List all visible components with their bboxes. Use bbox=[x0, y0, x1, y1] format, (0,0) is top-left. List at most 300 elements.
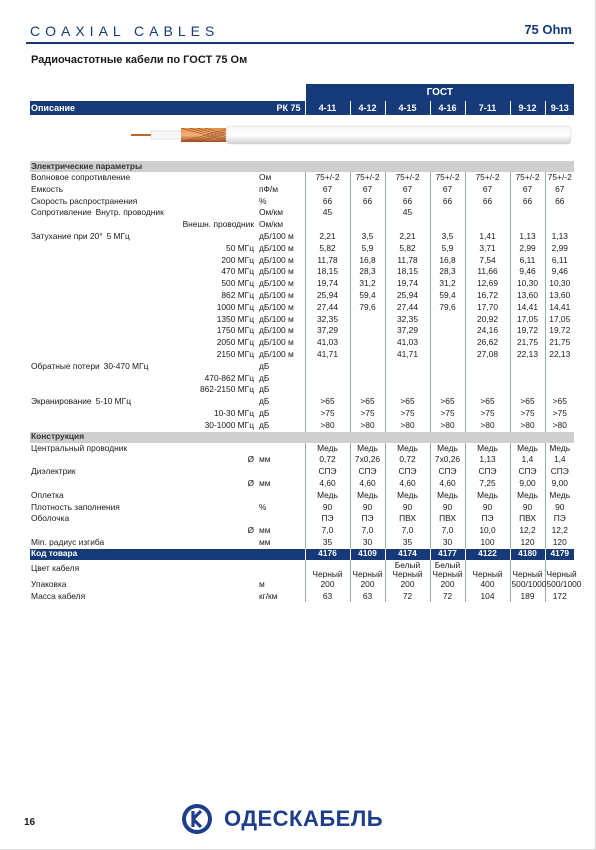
value-cell bbox=[545, 384, 574, 396]
row-sub: 50 МГц bbox=[226, 242, 254, 253]
value-cell: 2,99 bbox=[510, 243, 545, 255]
row-label-sub: 5 МГц bbox=[106, 231, 130, 242]
value-cell bbox=[510, 384, 545, 396]
value-cell bbox=[385, 373, 430, 385]
value-cell bbox=[430, 207, 465, 219]
value-cell: 14,41 bbox=[545, 302, 574, 314]
value-cell: Медь bbox=[305, 490, 350, 502]
row-spacer bbox=[180, 184, 258, 196]
value-cell: 27,08 bbox=[465, 349, 510, 361]
color-value: Черный bbox=[465, 560, 510, 579]
value-cell bbox=[350, 384, 385, 396]
value-cell bbox=[305, 219, 350, 231]
row-unit: % bbox=[259, 501, 267, 512]
row-unit: мм bbox=[259, 477, 271, 488]
row-spacer bbox=[30, 420, 180, 432]
kod-label: Код товара bbox=[30, 549, 305, 560]
kod-value: 4180 bbox=[510, 549, 545, 560]
value-cell: >65 bbox=[510, 396, 545, 408]
value-cell: 19,72 bbox=[545, 325, 574, 337]
spec-table bbox=[30, 84, 582, 602]
row-unit: дБ/100 м bbox=[259, 337, 294, 348]
row-unit: мм bbox=[259, 454, 271, 465]
value-cell: >80 bbox=[430, 420, 465, 432]
value-cell bbox=[350, 373, 385, 385]
value-cell: Медь bbox=[350, 490, 385, 502]
value-cell bbox=[350, 337, 385, 349]
value-cell: 35 bbox=[385, 537, 430, 549]
value-cell bbox=[510, 219, 545, 231]
value-cell: 18,15 bbox=[385, 266, 430, 278]
row-spacer bbox=[30, 373, 180, 385]
value-cell: 7,0 bbox=[385, 525, 430, 537]
row-unit: Ом bbox=[259, 172, 272, 183]
row-spacer bbox=[30, 478, 180, 490]
value-cell: 75+/-2 bbox=[385, 172, 430, 184]
row-sub: 1350 МГц bbox=[216, 313, 254, 324]
value-cell: 12,2 bbox=[545, 525, 574, 537]
section-fill bbox=[465, 161, 510, 172]
series-title: COAXIAL CABLES bbox=[30, 23, 220, 39]
value-cell: 10,30 bbox=[545, 278, 574, 290]
row-unit: дБ bbox=[259, 396, 270, 407]
section-fill bbox=[305, 161, 350, 172]
value-cell: 28,3 bbox=[350, 266, 385, 278]
value-cell: >80 bbox=[510, 420, 545, 432]
value-cell: 7,0 bbox=[430, 525, 465, 537]
row-sub: Ø bbox=[247, 525, 254, 536]
value-cell bbox=[545, 207, 574, 219]
value-cell: >75 bbox=[305, 408, 350, 420]
value-cell: 5,82 bbox=[385, 243, 430, 255]
row-unit: дБ/100 м bbox=[259, 290, 294, 301]
value-cell: 2,21 bbox=[385, 231, 430, 243]
value-cell bbox=[385, 361, 430, 373]
value-cell: Медь bbox=[545, 490, 574, 502]
value-cell: 16,8 bbox=[350, 255, 385, 267]
row-unit: дБ bbox=[259, 408, 270, 418]
page-number: 16 bbox=[24, 817, 36, 828]
section-fill bbox=[465, 432, 510, 443]
row-sub: 2050 МГц bbox=[216, 337, 254, 348]
value-cell: 7х0,26 bbox=[350, 454, 385, 466]
value-cell: >65 bbox=[545, 396, 574, 408]
value-cell: СПЭ bbox=[385, 466, 430, 478]
section-fill bbox=[510, 161, 545, 172]
kod-value: 4177 bbox=[430, 549, 465, 560]
impedance-title: 75 Ohm bbox=[524, 22, 572, 37]
value-cell bbox=[465, 373, 510, 385]
value-cell: >75 bbox=[385, 408, 430, 420]
row-label: Плотность заполнения bbox=[31, 501, 120, 512]
value-cell: ПВХ bbox=[430, 513, 465, 525]
value-cell: Медь bbox=[385, 490, 430, 502]
value-cell: 66 bbox=[465, 196, 510, 208]
row-spacer bbox=[180, 591, 258, 603]
value-cell: 1,41 bbox=[465, 231, 510, 243]
row-label-sub: Внутр. проводник bbox=[95, 207, 164, 218]
value-cell: СПЭ bbox=[430, 466, 465, 478]
gost-code: 4-12 bbox=[350, 101, 385, 115]
kod-value: 4109 bbox=[350, 549, 385, 560]
row-label bbox=[30, 396, 180, 408]
section-fill bbox=[385, 161, 430, 172]
row-label-main: Обратные потери bbox=[31, 360, 100, 371]
row-spacer bbox=[30, 384, 180, 396]
company-logo bbox=[180, 802, 430, 836]
value-cell: Медь bbox=[465, 443, 510, 455]
row-unit: дБ/100 м bbox=[259, 301, 294, 312]
row-spacer bbox=[30, 314, 180, 326]
gost-code: 4-16 bbox=[430, 101, 465, 115]
row-sub: 862-2150 МГц bbox=[199, 384, 254, 395]
value-cell: 4,60 bbox=[385, 478, 430, 490]
value-cell: 45 bbox=[305, 207, 350, 219]
value-cell: 21,75 bbox=[510, 337, 545, 349]
value-cell: 7,25 bbox=[465, 478, 510, 490]
value-cell: 10,0 bbox=[465, 525, 510, 537]
value-cell: 400 bbox=[465, 579, 510, 591]
value-cell: 3,5 bbox=[350, 231, 385, 243]
gost-code: 9-12 bbox=[510, 101, 545, 115]
value-cell: 200 bbox=[305, 579, 350, 591]
value-cell: 1,4 bbox=[510, 454, 545, 466]
value-cell: 67 bbox=[305, 184, 350, 196]
value-cell: СПЭ bbox=[545, 466, 574, 478]
value-cell: 14,41 bbox=[510, 302, 545, 314]
gost-code: 4-11 bbox=[305, 101, 350, 115]
row-spacer bbox=[180, 502, 258, 514]
value-cell: 30 bbox=[350, 537, 385, 549]
value-cell: 0,72 bbox=[305, 454, 350, 466]
value-cell: 25,94 bbox=[385, 290, 430, 302]
top-bar bbox=[26, 22, 574, 44]
value-cell: 72 bbox=[430, 591, 465, 603]
row-spacer bbox=[30, 454, 180, 466]
value-cell: 200 bbox=[430, 579, 465, 591]
gost-header: ГОСТ bbox=[305, 84, 574, 101]
row-label-main: Затухание при 20° bbox=[31, 231, 103, 242]
row-spacer bbox=[30, 278, 180, 290]
row-unit: дБ/100 м bbox=[259, 313, 294, 324]
row-unit: Ом/км bbox=[259, 219, 284, 230]
row-label: Волновое сопротивление bbox=[31, 172, 131, 183]
row-label: Диэлектрик bbox=[31, 466, 76, 477]
value-cell: >75 bbox=[510, 408, 545, 420]
row-label-main: Сопротивление bbox=[31, 207, 92, 218]
value-cell: 16,72 bbox=[465, 290, 510, 302]
value-cell bbox=[430, 325, 465, 337]
row-spacer bbox=[30, 408, 180, 420]
value-cell bbox=[430, 314, 465, 326]
value-cell: 7,0 bbox=[350, 525, 385, 537]
kod-value: 4122 bbox=[465, 549, 510, 560]
row-label-sub: 30-470 МГц bbox=[103, 360, 149, 371]
value-cell: 120 bbox=[510, 537, 545, 549]
value-cell: 31,2 bbox=[430, 278, 465, 290]
row-unit bbox=[258, 466, 305, 478]
color-value: Черный bbox=[545, 560, 574, 579]
color-label: Цвет кабеля bbox=[31, 563, 80, 574]
color-value: Белый Черный bbox=[385, 560, 430, 579]
value-cell: СПЭ bbox=[305, 466, 350, 478]
value-cell: 18,15 bbox=[305, 266, 350, 278]
value-cell: 17,05 bbox=[510, 314, 545, 326]
value-cell bbox=[430, 361, 465, 373]
row-spacer bbox=[180, 466, 258, 478]
value-cell: 27,44 bbox=[385, 302, 430, 314]
value-cell: >65 bbox=[385, 396, 430, 408]
section-fill bbox=[545, 432, 574, 443]
value-cell: 20,92 bbox=[465, 314, 510, 326]
kod-value: 4174 bbox=[385, 549, 430, 560]
kod-value: 4176 bbox=[305, 549, 350, 560]
value-cell: >75 bbox=[465, 408, 510, 420]
row-unit: дБ/100 м bbox=[259, 266, 294, 277]
row-unit: дБ/100 м bbox=[259, 278, 294, 289]
value-cell: >80 bbox=[305, 420, 350, 432]
value-cell: ПЭ bbox=[305, 513, 350, 525]
row-spacer bbox=[180, 196, 258, 208]
row-sub: 500 МГц bbox=[221, 278, 254, 289]
page-subtitle: Радиочастотные кабели по ГОСТ 75 Ом bbox=[31, 54, 248, 66]
row-spacer bbox=[180, 361, 258, 373]
row-spacer bbox=[30, 243, 180, 255]
value-cell: Медь bbox=[510, 443, 545, 455]
row-unit: дБ bbox=[259, 360, 270, 371]
value-cell: 67 bbox=[430, 184, 465, 196]
blank-cell bbox=[258, 84, 305, 101]
value-cell: 90 bbox=[385, 502, 430, 514]
value-cell: 66 bbox=[305, 196, 350, 208]
value-cell: >75 bbox=[430, 408, 465, 420]
value-cell bbox=[430, 337, 465, 349]
value-cell: 75+/-2 bbox=[510, 172, 545, 184]
value-cell: Медь bbox=[385, 443, 430, 455]
value-cell: >80 bbox=[465, 420, 510, 432]
value-cell: 5,9 bbox=[350, 243, 385, 255]
value-cell: 500/1000 bbox=[511, 578, 547, 589]
value-cell: 12,2 bbox=[510, 525, 545, 537]
value-cell: 17,05 bbox=[545, 314, 574, 326]
value-cell: 45 bbox=[385, 207, 430, 219]
section-fill bbox=[350, 432, 385, 443]
value-cell: ПЭ bbox=[350, 513, 385, 525]
gost-code: 7-11 bbox=[465, 101, 510, 115]
value-cell: ПЭ bbox=[465, 513, 510, 525]
value-cell: 41,71 bbox=[385, 349, 430, 361]
row-sub: 470-862 МГц bbox=[204, 372, 254, 383]
value-cell bbox=[305, 384, 350, 396]
row-label bbox=[30, 231, 180, 243]
row-label: Скорость распространения bbox=[31, 195, 138, 206]
value-cell: 5,9 bbox=[430, 243, 465, 255]
value-cell: >80 bbox=[350, 420, 385, 432]
desc-header: Описание bbox=[30, 101, 180, 115]
row-label: Центральный проводник bbox=[31, 442, 128, 453]
row-unit: дБ bbox=[259, 372, 270, 383]
value-cell bbox=[430, 373, 465, 385]
value-cell bbox=[350, 349, 385, 361]
value-cell: 19,74 bbox=[385, 278, 430, 290]
value-cell: 90 bbox=[465, 502, 510, 514]
color-value: Черный bbox=[510, 560, 545, 579]
value-cell: Медь bbox=[305, 443, 350, 455]
value-cell: 120 bbox=[545, 537, 574, 549]
row-sub: 1000 МГц bbox=[216, 301, 254, 312]
value-cell: 3,71 bbox=[465, 243, 510, 255]
value-cell: 72 bbox=[385, 591, 430, 603]
section-fill bbox=[350, 161, 385, 172]
value-cell: 79,6 bbox=[350, 302, 385, 314]
value-cell bbox=[510, 373, 545, 385]
value-cell: Медь bbox=[465, 490, 510, 502]
value-cell bbox=[385, 384, 430, 396]
row-sub: 2150 МГц bbox=[216, 349, 254, 360]
section-fill bbox=[510, 432, 545, 443]
value-cell: >80 bbox=[545, 420, 574, 432]
value-cell: 13,60 bbox=[545, 290, 574, 302]
value-cell: 7,0 bbox=[305, 525, 350, 537]
value-cell: >65 bbox=[465, 396, 510, 408]
value-cell: 35 bbox=[305, 537, 350, 549]
value-cell: 90 bbox=[305, 502, 350, 514]
row-spacer bbox=[30, 255, 180, 267]
value-cell: 6,11 bbox=[510, 255, 545, 267]
value-cell: 3,5 bbox=[430, 231, 465, 243]
gost-code: 9-13 bbox=[545, 101, 574, 115]
row-unit bbox=[258, 490, 305, 502]
row-sub: Внешн. проводник bbox=[182, 219, 254, 230]
row-label: Емкость bbox=[31, 183, 64, 194]
value-cell bbox=[350, 207, 385, 219]
value-cell: Медь bbox=[430, 443, 465, 455]
value-cell: 31,2 bbox=[350, 278, 385, 290]
row-sub: 200 МГц bbox=[221, 254, 254, 265]
value-cell: 30 bbox=[430, 537, 465, 549]
value-cell: 90 bbox=[545, 502, 574, 514]
value-cell: 67 bbox=[385, 184, 430, 196]
value-cell: 1,13 bbox=[545, 231, 574, 243]
value-cell: 66 bbox=[385, 196, 430, 208]
value-cell: 28,3 bbox=[430, 266, 465, 278]
value-cell: 189 bbox=[510, 591, 545, 603]
value-cell: 75+/-2 bbox=[350, 172, 385, 184]
value-cell: 13,60 bbox=[510, 290, 545, 302]
row-spacer bbox=[180, 443, 258, 455]
value-cell bbox=[350, 361, 385, 373]
section-fill bbox=[430, 432, 465, 443]
row-sub: Ø bbox=[247, 454, 254, 465]
value-cell: 1,13 bbox=[465, 454, 510, 466]
value-cell: ПЭ bbox=[545, 513, 574, 525]
value-cell: 41,03 bbox=[305, 337, 350, 349]
value-cell: 4,60 bbox=[305, 478, 350, 490]
row-sub: 470 МГц bbox=[221, 266, 254, 277]
value-cell: 9,00 bbox=[545, 478, 574, 490]
value-cell: 67 bbox=[510, 184, 545, 196]
row-unit: дБ bbox=[259, 419, 270, 430]
value-cell: 27,44 bbox=[305, 302, 350, 314]
color-value: Черный bbox=[350, 560, 385, 579]
row-label-sub: 5-10 МГц bbox=[95, 396, 131, 407]
row-unit bbox=[258, 513, 305, 525]
row-spacer bbox=[30, 325, 180, 337]
value-cell: 9,00 bbox=[510, 478, 545, 490]
row-unit: мм bbox=[259, 525, 271, 536]
section-electrical: Электрические параметры bbox=[30, 161, 305, 172]
value-cell bbox=[545, 219, 574, 231]
value-cell: 200 bbox=[385, 579, 430, 591]
row-spacer bbox=[30, 525, 180, 537]
row-spacer bbox=[180, 172, 258, 184]
value-cell bbox=[305, 361, 350, 373]
value-cell: 67 bbox=[545, 184, 574, 196]
value-cell: 67 bbox=[465, 184, 510, 196]
value-cell: СПЭ bbox=[465, 466, 510, 478]
row-label: Масса кабеля bbox=[31, 590, 86, 601]
value-cell: 0,72 bbox=[385, 454, 430, 466]
value-cell: 59,4 bbox=[350, 290, 385, 302]
value-cell: 79,6 bbox=[430, 302, 465, 314]
row-unit: дБ bbox=[259, 384, 270, 395]
row-unit: дБ/100 м bbox=[259, 325, 294, 336]
value-cell: >75 bbox=[545, 408, 574, 420]
row-unit bbox=[258, 443, 305, 455]
value-cell bbox=[510, 361, 545, 373]
color-value: Белый Черный bbox=[430, 560, 465, 579]
color-value: Черный bbox=[305, 560, 350, 579]
row-spacer bbox=[30, 302, 180, 314]
value-cell: СПЭ bbox=[510, 466, 545, 478]
value-cell: 41,71 bbox=[305, 349, 350, 361]
value-cell: 37,29 bbox=[305, 325, 350, 337]
value-cell: 75+/-2 bbox=[545, 172, 574, 184]
value-cell: 1,4 bbox=[545, 454, 574, 466]
value-cell: 172 bbox=[545, 591, 574, 603]
value-cell: 66 bbox=[350, 196, 385, 208]
row-spacer bbox=[180, 537, 258, 549]
logo-text: ОДЕСКАБЕЛЬ bbox=[224, 806, 384, 831]
row-spacer bbox=[30, 290, 180, 302]
row-spacer bbox=[30, 219, 180, 231]
value-cell: 66 bbox=[430, 196, 465, 208]
value-cell bbox=[465, 219, 510, 231]
row-spacer bbox=[30, 349, 180, 361]
row-sub: Ø bbox=[247, 477, 254, 488]
value-cell: 63 bbox=[305, 591, 350, 603]
section-construction: Конструкция bbox=[30, 432, 305, 443]
value-cell: 7х0,26 bbox=[430, 454, 465, 466]
value-cell: >65 bbox=[430, 396, 465, 408]
value-cell: 11,78 bbox=[305, 255, 350, 267]
row-spacer bbox=[180, 490, 258, 502]
row-sub: 1750 МГц bbox=[216, 325, 254, 336]
value-cell: ПВХ bbox=[510, 513, 545, 525]
row-unit: дБ/100 м bbox=[259, 254, 294, 265]
row-spacer bbox=[180, 513, 258, 525]
value-cell: 32,35 bbox=[305, 314, 350, 326]
value-cell bbox=[350, 219, 385, 231]
value-cell: 41,03 bbox=[385, 337, 430, 349]
value-cell: Медь bbox=[545, 443, 574, 455]
value-cell: 9,46 bbox=[545, 266, 574, 278]
row-spacer bbox=[30, 266, 180, 278]
row-label: Оплетка bbox=[31, 489, 64, 500]
value-cell: 75+/-2 bbox=[465, 172, 510, 184]
value-cell: 5,82 bbox=[305, 243, 350, 255]
value-cell bbox=[350, 314, 385, 326]
